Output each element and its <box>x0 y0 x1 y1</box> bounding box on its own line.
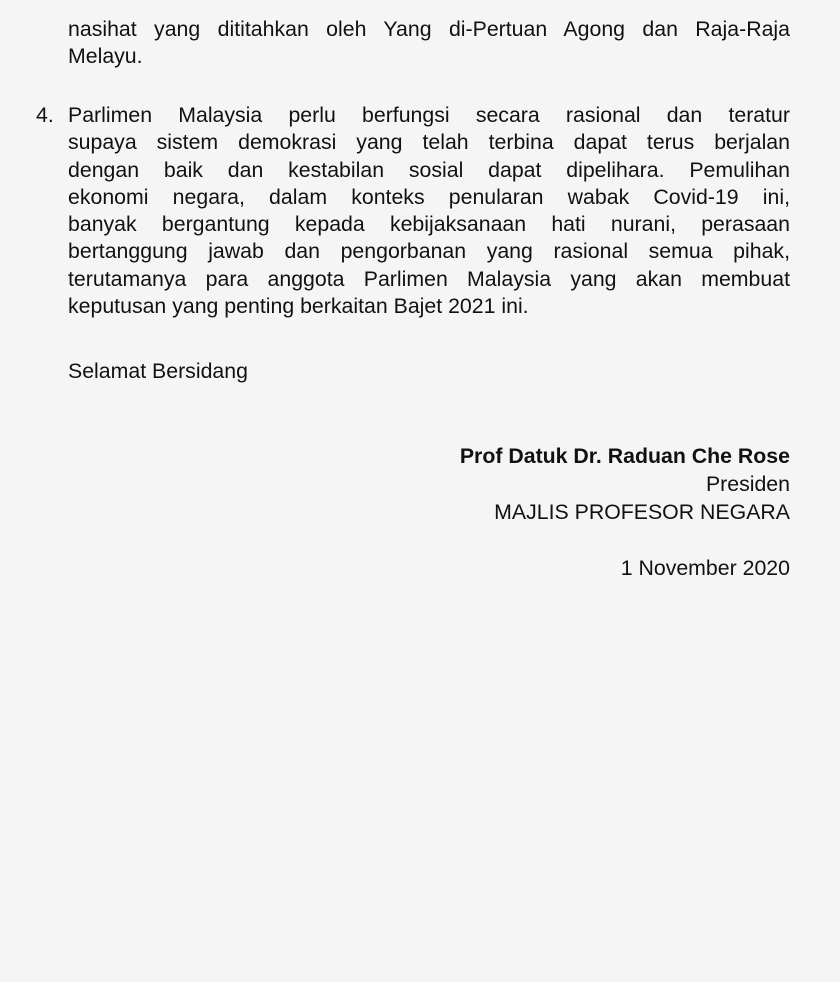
paragraph-line: ekonomi negara, dalam konteks penularan wabak Covid-19 ini, <box>68 184 790 209</box>
paragraph-line: Melayu. <box>68 44 143 69</box>
paragraph-line: dengan baik dan kestabilan sosial dapat dipelihara. Pemulihan <box>68 157 790 182</box>
paragraph-line: keputusan yang penting berkaitan Bajet 2021 ini. <box>68 294 529 319</box>
paragraph-line: bertanggung jawab dan pengorbanan yang rasional semua pihak, <box>68 239 790 264</box>
signatory-name: Prof Datuk Dr. Raduan Che Rose <box>459 444 790 468</box>
continued-paragraph <box>68 16 790 71</box>
paragraph-4 <box>68 102 790 320</box>
signatory-organization: MAJLIS PROFESOR NEGARA <box>494 500 790 524</box>
paragraph-number: 4. <box>36 103 54 127</box>
document-date: 1 November 2020 <box>620 556 790 580</box>
paragraph-line: terutamanya para anggota Parlimen Malaysia yang akan membuat <box>68 266 790 291</box>
paragraph-line: Parlimen Malaysia perlu berfungsi secara rasional dan teratur <box>68 103 790 127</box>
signatory-title: Presiden <box>705 472 790 496</box>
paragraph-line: banyak bergantung kepada kebijaksanaan hati nurani, perasaan <box>68 212 790 237</box>
paragraph-line: nasihat yang dititahkan oleh Yang di-Pertuan Agong dan Raja-Raja <box>68 17 790 41</box>
closing-salutation: Selamat Bersidang <box>68 359 248 383</box>
paragraph-line: supaya sistem demokrasi yang telah terbina dapat terus berjalan <box>68 130 790 155</box>
